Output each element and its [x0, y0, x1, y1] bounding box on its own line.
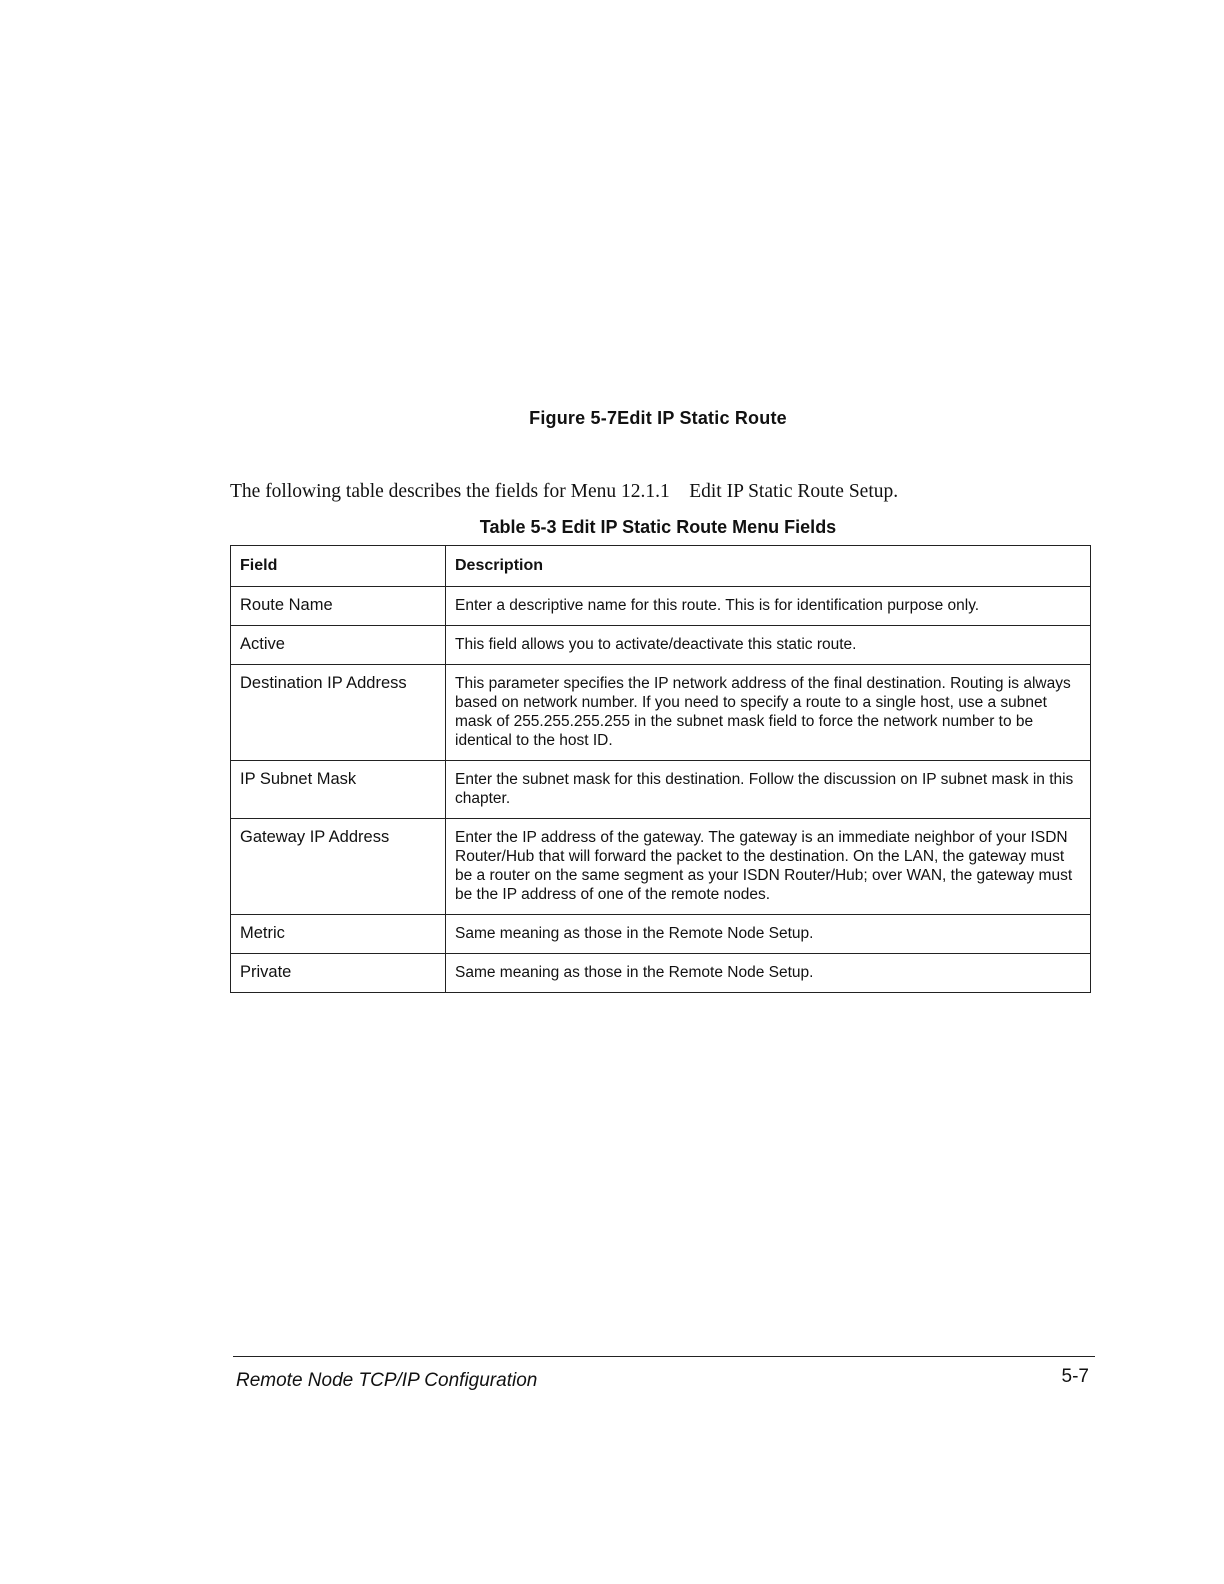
footer-page-number: 5-7	[1061, 1366, 1089, 1387]
table-row	[231, 915, 1091, 954]
field-name-cell: Metric	[231, 915, 446, 954]
field-description-cell: Enter the IP address of the gateway. The gateway is an immediate neighbor of your ISDN Router/Hub that will forward the packet to the destination. On the LAN, the gateway must be a router on the same segment as your ISDN Router/Hub; over WAN, the gateway must be the IP address of one of the remote nodes.	[446, 819, 1091, 915]
field-description-cell: This field allows you to activate/deactivate this static route.	[446, 626, 1091, 665]
figure-caption: Figure 5-7Edit IP Static Route	[529, 408, 787, 428]
field-name-cell: Route Name	[231, 587, 446, 626]
field-description-cell: Enter a descriptive name for this route. This is for identification purpose only.	[446, 587, 1091, 626]
intro-paragraph: The following table describes the fields for Menu 12.1.1 Edit IP Static Route Setup.	[230, 481, 899, 502]
field-name-cell: Gateway IP Address	[231, 819, 446, 915]
fields-table	[230, 545, 1091, 993]
table-row	[231, 665, 1091, 761]
field-description-cell: Same meaning as those in the Remote Node Setup.	[446, 954, 1091, 993]
field-description-cell: Same meaning as those in the Remote Node Setup.	[446, 915, 1091, 954]
footer-section-title: Remote Node TCP/IP Configuration	[236, 1370, 538, 1391]
field-name-cell: IP Subnet Mask	[231, 761, 446, 819]
table-row	[231, 954, 1091, 993]
header-description: Description	[446, 546, 1091, 587]
header-field: Field	[231, 546, 446, 587]
table-header-row	[231, 546, 1091, 587]
field-name-cell: Active	[231, 626, 446, 665]
table-caption: Table 5-3 Edit IP Static Route Menu Fields	[479, 517, 837, 537]
field-name-cell: Private	[231, 954, 446, 993]
table-row	[231, 587, 1091, 626]
table-row	[231, 626, 1091, 665]
field-name-cell: Destination IP Address	[231, 665, 446, 761]
footer-divider	[233, 1356, 1095, 1357]
table-row	[231, 761, 1091, 819]
table-row	[231, 819, 1091, 915]
field-description-cell: This parameter specifies the IP network address of the final destination. Routing is always based on network number. If you need to specify a route to a single host, use a subnet mask of 255.255.255.255 in the subnet mask field to force the network number to be identical to the host ID.	[446, 665, 1091, 761]
field-description-cell: Enter the subnet mask for this destination. Follow the discussion on IP subnet mask in this chapter.	[446, 761, 1091, 819]
